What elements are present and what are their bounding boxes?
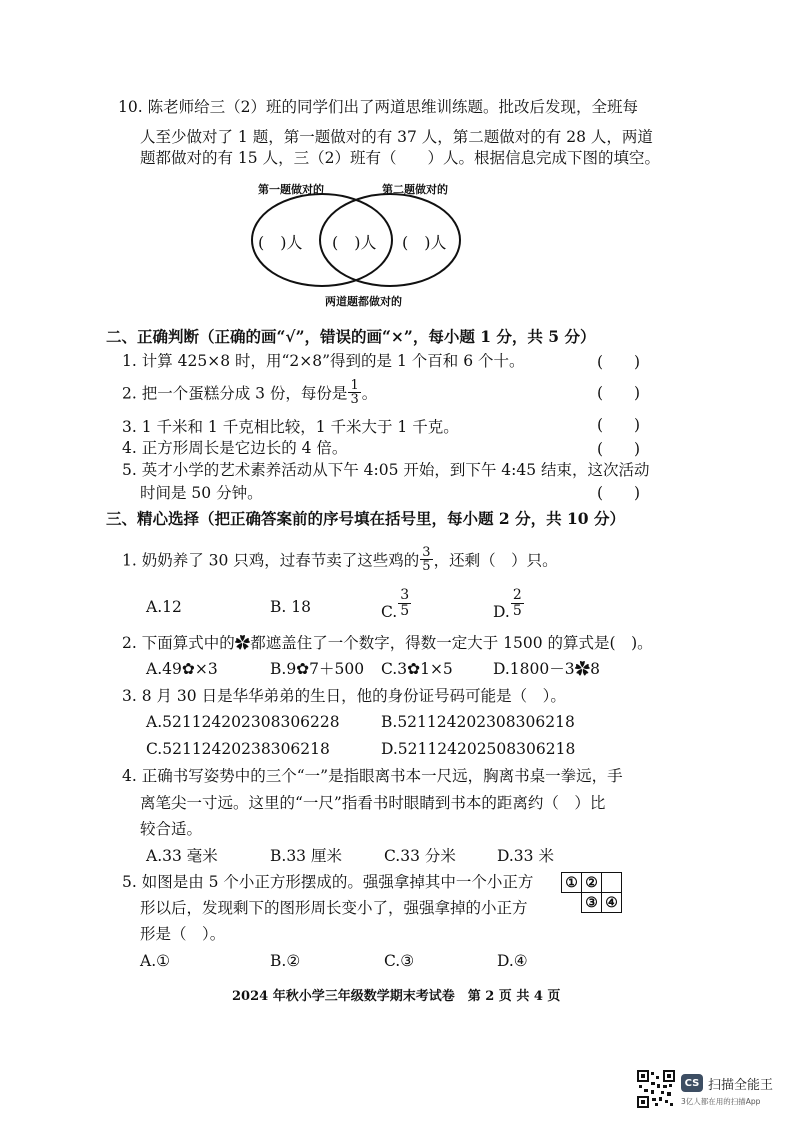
sec3-q5-line1: 5. 如图是由 5 个小正方形摆成的。强强拿掉其中一个小正方	[122, 873, 534, 891]
sec2-answer-3[interactable]: ( )	[597, 416, 641, 434]
sec3-q5-opt-c: C.③	[384, 952, 415, 970]
sec3-q5-opt-b: B.②	[270, 952, 301, 970]
square-cell-1: ①	[561, 872, 582, 893]
watermark-tagline: 3亿人都在用的扫描App	[681, 1097, 761, 1106]
sec3-q4-opt-a: A.33 毫米	[146, 847, 218, 865]
sec2-answer-5[interactable]: ( )	[597, 484, 641, 502]
sec3-q4-opt-d: D.33 米	[497, 847, 554, 865]
sec3-q2: 2. 下面算式中的✿都遮盖住了一个数字，得数一定大于 1500 的算式是( )。	[122, 634, 653, 652]
sec2-item-2-text: 2. 把一个蛋糕分成 3 份，每份是	[122, 384, 348, 403]
sec3-q1: 1. 奶奶养了 30 只鸡，过春节卖了这些鸡的 $\frac{3}{5}$ ，还剩（ ）只。	[122, 545, 558, 574]
sec3-q1-opt-b: B. 18	[270, 598, 311, 616]
sec3-q4-line2: 离笔尖一寸远。这里的“一尺”指看书时眼睛到书本的距离约（ ）比	[140, 794, 606, 812]
sec3-q3-opt-a: A.521124202308306228	[146, 713, 340, 731]
sec3-q3-opt-d: D.521124202508306218	[381, 740, 576, 758]
sec2-answer-4[interactable]: ( )	[597, 440, 641, 458]
venn-label-bottom: 两道题都做对的	[325, 295, 402, 308]
sec3-q2-opt-c: C.3✿1×5	[381, 660, 453, 678]
sec3-heading: 三、精心选择（把正确答案前的序号填在括号里，每小题 2 分，共 10 分）	[106, 509, 625, 528]
square-cell-2: ②	[581, 872, 602, 893]
sec2-answer-2[interactable]: ( )	[597, 384, 641, 402]
sec3-q1-opt-d: D. $\frac{2}{5}$	[493, 587, 522, 621]
sec3-q3-opt-c: C.52112420238306218	[146, 740, 330, 758]
sec3-q5-opt-a: A.①	[140, 952, 171, 970]
sec2-item-4: 4. 正方形周长是它边长的 4 倍。	[122, 439, 348, 457]
sec2-item-2: 2. 把一个蛋糕分成 3 份，每份是 $\frac{1}{3}$ 。	[122, 378, 378, 407]
sec3-q4-opt-b: B.33 厘米	[270, 847, 342, 865]
sec3-q2-opt-a: A.49✿×3	[146, 660, 218, 678]
qr-code-icon	[637, 1070, 675, 1108]
q10-line2: 人至少做对了 1 题，第一题做对的有 37 人，第二题做对的有 28 人，两道	[140, 128, 653, 146]
q10-line1: 10. 陈老师给三（2）班的同学们出了两道思维训练题。批改后发现，全班每	[118, 98, 638, 116]
sec3-q4-line1: 4. 正确书写姿势中的三个“一”是指眼离书本一尺远，胸离书桌一拳远，手	[122, 767, 623, 785]
sec3-q1-opt-c: C. $\frac{3}{5}$	[381, 587, 410, 621]
watermark-app-name: 扫描全能王	[708, 1078, 774, 1093]
sec3-q5-line3: 形是（ ）。	[140, 925, 226, 943]
sec3-q5-opt-d: D.④	[497, 952, 528, 970]
square-cell-3: ③	[581, 892, 602, 913]
sec3-q4-line3: 较合适。	[140, 820, 203, 838]
sec2-item-5-line2: 时间是 50 分钟。	[140, 484, 263, 502]
sec2-item-1: 1. 计算 425×8 时，用“2×8”得到的是 1 个百和 6 个十。	[122, 352, 525, 370]
sec2-item-3: 3. 1 千米和 1 千克相比较，1 千米大于 1 千克。	[122, 418, 459, 436]
venn-cell-left: ( )人	[258, 233, 303, 252]
venn-label-left: 第一题做对的	[258, 183, 324, 196]
square-cell-empty	[601, 872, 622, 893]
sec3-q2-opt-b: B.9✿7＋500	[270, 660, 365, 678]
sec3-q1-opt-a: A.12	[146, 598, 182, 616]
sec2-heading: 二、正确判断（正确的画“√”，错误的画“×”，每小题 1 分，共 5 分）	[106, 327, 596, 346]
venn-cell-middle: ( )人	[332, 233, 377, 252]
venn-cell-right: ( )人	[402, 233, 447, 252]
sec3-q5-line2: 形以后，发现剩下的图形周长变小了，强强拿掉的小正方	[140, 899, 528, 917]
page-footer: 2024 年秋小学三年级数学期末考试卷 第 2 页 共 4 页	[232, 989, 561, 1004]
cs-logo-icon: CS	[681, 1074, 703, 1092]
sec3-q2-opt-d: D.1800－3✿8	[493, 660, 600, 678]
sec3-q3-opt-b: B.521124202308306218	[381, 713, 575, 731]
venn-label-right: 第二题做对的	[382, 183, 448, 196]
sec3-q3: 3. 8 月 30 日是华华弟弟的生日，他的身份证号码可能是（ ）。	[122, 687, 566, 705]
square-cell-4: ④	[601, 892, 622, 913]
fraction-three-fifths: $\frac{3}{5}$	[422, 545, 431, 574]
fraction-one-third: $\frac{1}{3}$	[350, 378, 359, 407]
sec2-item-5: 5. 英才小学的艺术素养活动从下午 4:05 开始，到下午 4:45 结束，这次活动	[122, 461, 650, 479]
sec2-answer-1[interactable]: ( )	[597, 353, 641, 371]
q10-line3: 题都做对的有 15 人，三（2）班有（ ）人。根据信息完成下图的填空。	[140, 149, 660, 167]
sec3-q4-opt-c: C.33 分米	[384, 847, 456, 865]
